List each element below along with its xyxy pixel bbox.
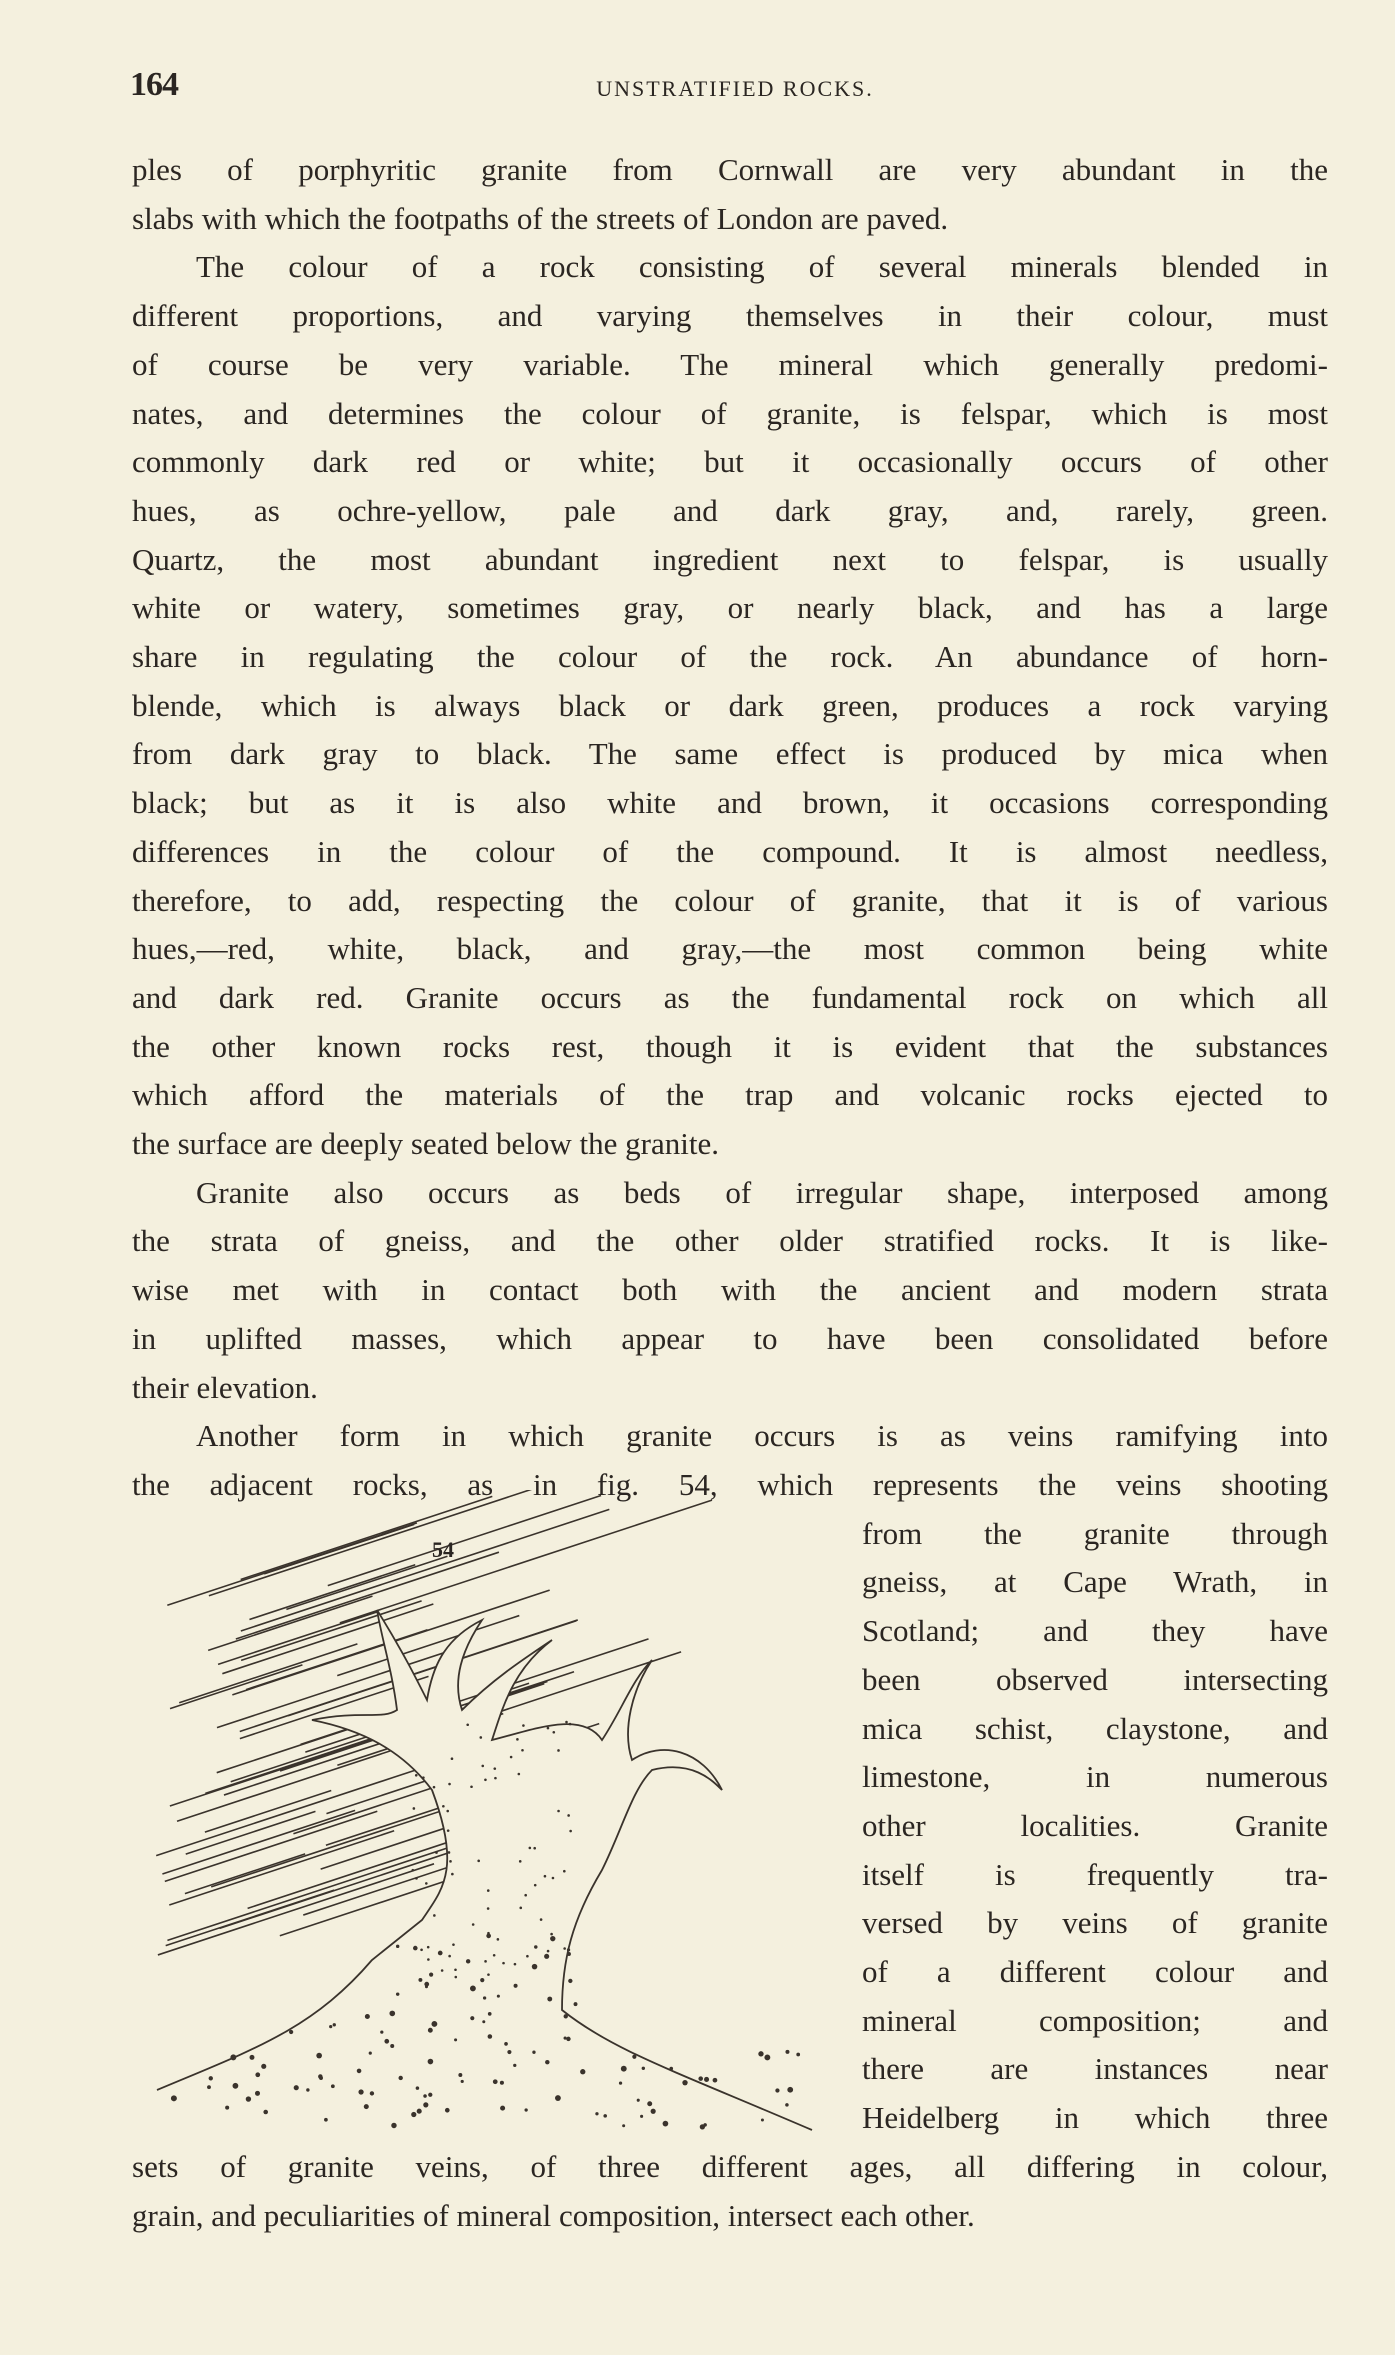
text-line: mineral composition; and	[862, 2002, 1328, 2038]
text-line: of course be very variable. The mineral which generally predomi-	[132, 346, 1328, 382]
text-line: limestone, in numerous	[862, 1759, 1328, 1795]
text-line: share in regulating the colour of the rock. An abundance of horn-	[132, 639, 1328, 675]
text-line: from the granite through	[862, 1515, 1328, 1551]
text-line: itself is frequently tra-	[862, 1856, 1328, 1892]
figure-label: 54	[432, 1536, 454, 1562]
text-line: blende, which is always black or dark green, produces a rock varying	[132, 687, 1328, 723]
text-line: slabs with which the footpaths of the streets of London are paved.	[132, 200, 949, 236]
text-line: the adjacent rocks, as in fig. 54, which represents the veins shooting	[132, 1466, 1328, 1502]
text-line: versed by veins of granite	[862, 1905, 1328, 1941]
text-line: the surface are deeply seated below the granite.	[132, 1126, 719, 1162]
text-line: the strata of gneiss, and the other older stratified rocks. It is like-	[132, 1223, 1328, 1259]
text-line: from dark gray to black. The same effect is produced by mica when	[132, 736, 1328, 772]
text-line: commonly dark red or white; but it occasionally occurs of other	[132, 444, 1328, 480]
figure-54	[132, 1510, 862, 2143]
text-line: grain, and peculiarities of mineral composition, intersect each other.	[132, 2197, 975, 2233]
text-line: hues,—red, white, black, and gray,—the most common being white	[132, 931, 1328, 967]
text-line: which afford the materials of the trap and volcanic rocks ejected to	[132, 1077, 1328, 1113]
closing-text	[132, 2143, 1328, 2240]
text-line: of a different colour and	[862, 1954, 1328, 1990]
paragraph	[132, 1169, 1328, 1413]
text-line: wise met with in contact both with the ancient and modern strata	[132, 1272, 1328, 1308]
figure-row	[132, 1510, 1328, 2143]
text-line: differences in the colour of the compound. It is almost needless,	[132, 833, 1328, 869]
text-line: hues, as ochre-yellow, pale and dark gray, and, rarely, green.	[132, 492, 1328, 528]
text-line: different proportions, and varying themselves in their colour, must	[132, 298, 1328, 334]
text-line: sets of granite veins, of three different ages, all differing in colour,	[132, 2148, 1328, 2184]
text-line: Another form in which granite occurs is as veins ramifying into	[196, 1418, 1328, 1454]
text-line: Granite also occurs as beds of irregular shape, interposed among	[196, 1174, 1328, 1210]
paragraphs	[132, 146, 1328, 1510]
text-line: white or watery, sometimes gray, or nearly black, and has a large	[132, 590, 1328, 626]
text-line: mica schist, claystone, and	[862, 1710, 1328, 1746]
running-title: UNSTRATIFIED ROCKS.	[596, 76, 874, 101]
text-line: there are instances near	[862, 2051, 1328, 2087]
text-line: been observed intersecting	[862, 1661, 1328, 1697]
text-line: and dark red. Granite occurs as the fundamental rock on which all	[132, 979, 1328, 1015]
text-line: Heidelberg in which three	[862, 2100, 1328, 2136]
text-line: black; but as it is also white and brown, it occasions corresponding	[132, 785, 1328, 821]
text-line: their elevation.	[132, 1369, 318, 1405]
paragraph	[132, 243, 1328, 1168]
text-line: nates, and determines the colour of granite, is felspar, which is most	[132, 395, 1328, 431]
paragraph	[132, 146, 1328, 243]
granite-veins-illustration	[132, 1490, 862, 2150]
text-line: the other known rocks rest, though it is evident that the substances	[132, 1028, 1328, 1064]
text-line: in uplifted masses, which appear to have been consolidated before	[132, 1320, 1328, 1356]
page-body	[132, 146, 1328, 2240]
text-line: Quartz, the most abundant ingredient next to felspar, is usually	[132, 541, 1328, 577]
text-line: The colour of a rock consisting of several minerals blended in	[196, 249, 1328, 285]
page-number: 164	[130, 66, 178, 103]
text-line: gneiss, at Cape Wrath, in	[862, 1564, 1328, 1600]
text-line: therefore, to add, respecting the colour of granite, that it is of various	[132, 882, 1328, 918]
text-line: ples of porphyritic granite from Cornwall are very abundant in the	[132, 152, 1328, 187]
side-text	[862, 1510, 1328, 2143]
text-line: other localities. Granite	[862, 1807, 1328, 1843]
text-line: Scotland; and they have	[862, 1613, 1328, 1649]
